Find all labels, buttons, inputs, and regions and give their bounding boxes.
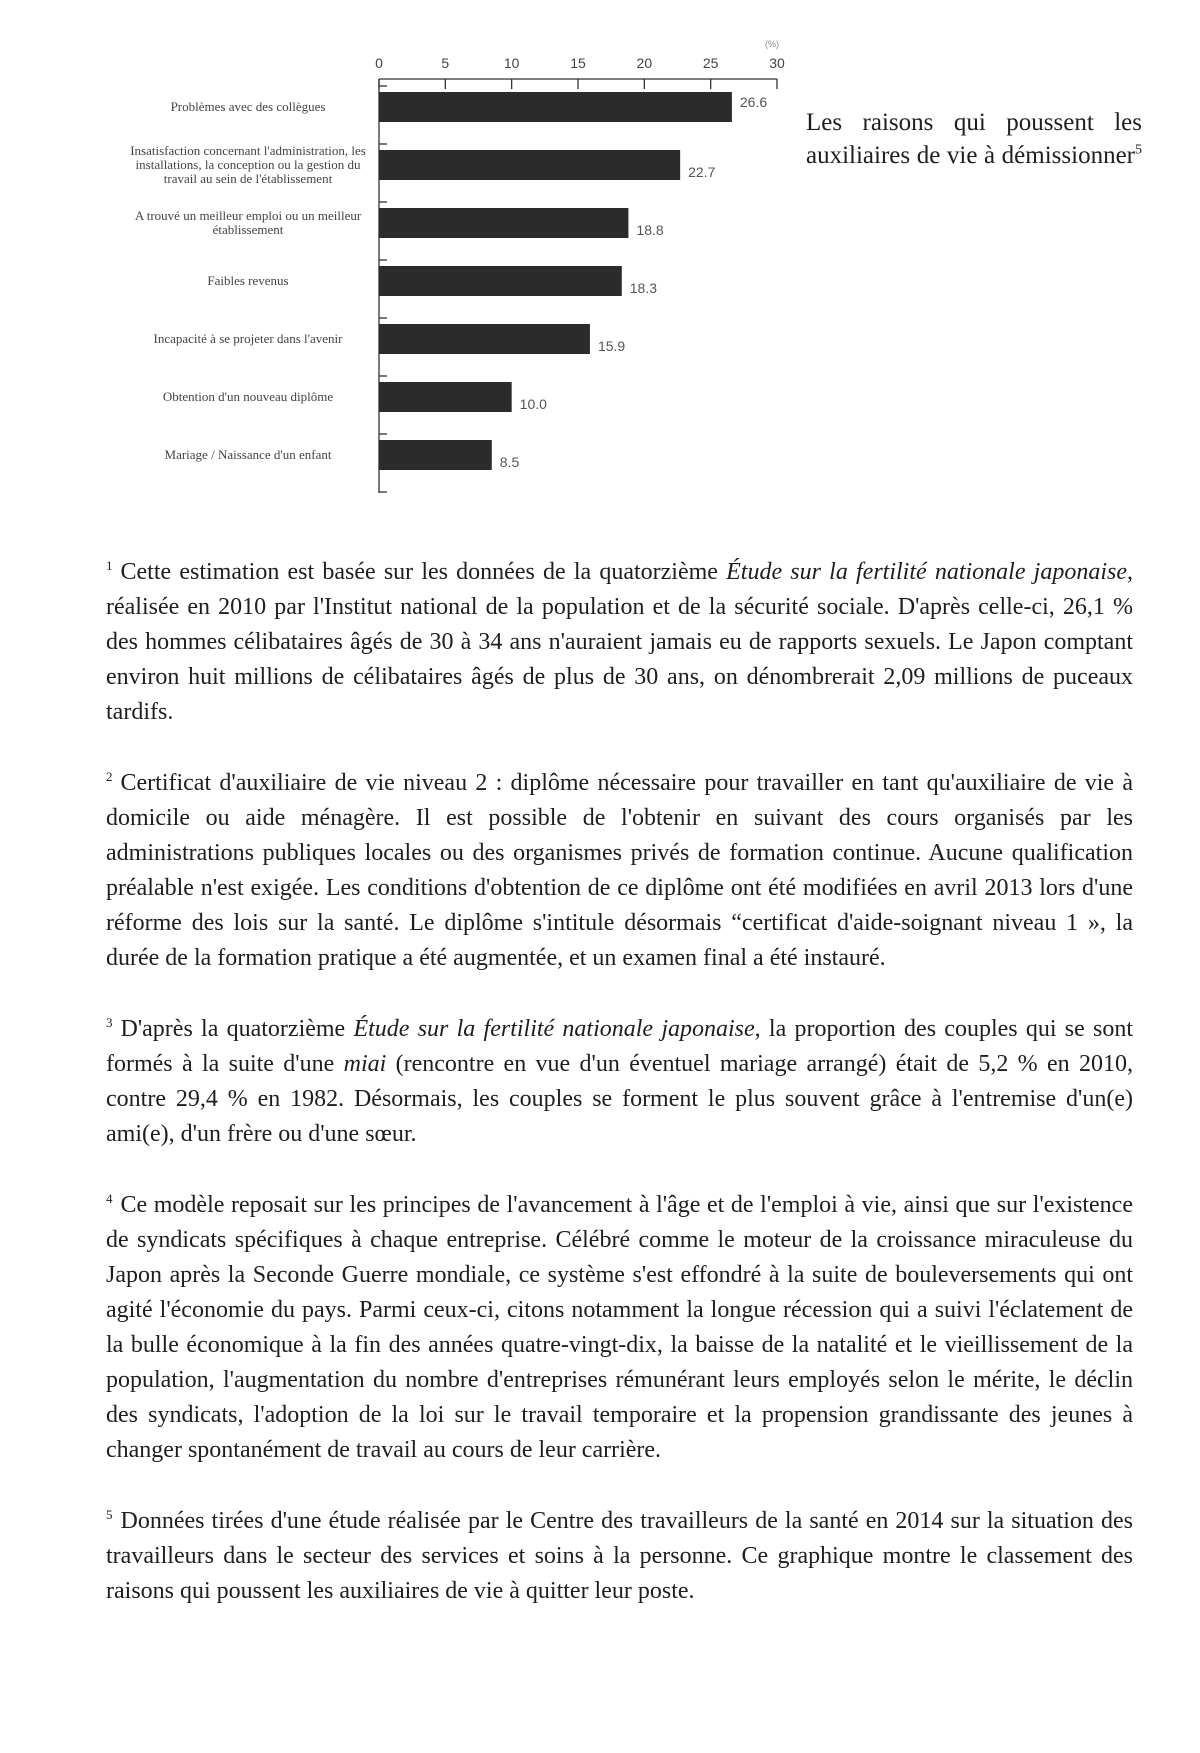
footnote-number: 3: [106, 1015, 113, 1030]
bar-value-label: 18.8: [636, 222, 664, 238]
category-label: Incapacité à se projeter dans l'avenir: [153, 331, 343, 346]
footnote-number: 2: [106, 769, 113, 784]
chart-title: [806, 106, 1142, 172]
axis-unit-label: (%): [765, 39, 779, 49]
bar-chart: [0, 0, 1200, 500]
footnote-text: , réalisée en 2010 par l'Institut national de la population et de la sécurité sociale. D'après celle-ci, 26,1 % des hommes célibataires âgés de 30 à 34 ans n'auraient jamais eu de rapports sexuels. Le Japon comptant environ huit millions de célibataires âgés de plus de 30 ans, on dénombrerait 2,09 millions de puceaux tardifs.: [106, 559, 1133, 725]
x-tick-label: 10: [503, 55, 520, 71]
bar-value-label: 10.0: [519, 396, 547, 412]
bar: [379, 266, 622, 296]
footnote: [106, 555, 1133, 730]
x-tick-label: 25: [702, 55, 719, 71]
category-label: Obtention d'un nouveau diplôme: [162, 389, 334, 404]
x-tick-label: 0: [375, 55, 383, 71]
footnote-text: Données tirées d'une étude réalisée par le Centre des travailleurs de la santé en 2014 sur la situation des travailleurs dans le secteur des services et soins à la personne. Ce graphique montre le classement des raisons qui poussent les auxiliaires de vie à quitter leur poste.: [106, 1508, 1133, 1604]
x-tick-label: 15: [570, 55, 586, 71]
bar: [379, 382, 512, 412]
bar-value-label: 26.6: [739, 94, 768, 110]
footnote-number: 5: [106, 1507, 113, 1522]
chart-title-note-ref: 5: [1135, 142, 1142, 158]
x-tick-label: 5: [441, 55, 450, 71]
footnote-text: Cette estimation est basée sur les données de la quatorzième: [120, 559, 727, 585]
footnote-number: 4: [106, 1191, 113, 1206]
category-label: Problèmes avec des collègues: [170, 99, 326, 114]
footnote-italic-text: miai: [343, 1051, 387, 1077]
bar-value-label: 15.9: [597, 338, 626, 354]
footnote: [106, 1188, 1133, 1468]
category-label: Mariage / Naissance d'un enfant: [164, 447, 332, 462]
bar-chart-svg: [0, 0, 1200, 500]
footnote: [106, 766, 1133, 976]
footnote-text: (rencontre en vue d'un éventuel mariage arrangé) était de 5,2 % en 2010, contre 29,4 % en 1982. Désormais, les couples se forment le plus souvent grâce à l'entremise d'un(e) ami(e), d'un frère ou d'une sœur.: [106, 1051, 1133, 1147]
footnote-italic-text: Étude sur la fertilité nationale japonaise: [726, 559, 1127, 585]
chart-title-text: Les raisons qui poussent les auxiliaires de vie à démissionner: [806, 109, 1142, 169]
footnote: [106, 1012, 1133, 1152]
bar-value-label: 22.7: [688, 164, 716, 180]
footnote-text: Ce modèle reposait sur les principes de l'avancement à l'âge et de l'emploi à vie, ainsi que sur l'existence de syndicats spécifiques à chaque entreprise. Célébré comme le moteur de la croissance miraculeuse du Japon après la Seconde Guerre mondiale, ce système s'est effondré à la suite de bouleversements qui ont agité l'économie du pays. Parmi ceux-ci, citons notamment la longue récession qui a suivi l'éclatement de la bulle économique à la fin des années quatre-vingt-dix, la baisse de la natalité et le vieillissement de la population, l'augmentation du nombre d'entreprises rémunérant leurs employés selon le mérite, le déclin des syndicats, l'adoption de la loi sur le travail temporaire et la propension grandissante des jeunes à changer spontanément de travail au cours de leur carrière.: [106, 1192, 1133, 1463]
category-label: A trouvé un meilleur emploi ou un meilleur établissement: [134, 208, 362, 237]
footnote-number: 1: [106, 558, 113, 573]
x-tick-label: 20: [636, 55, 653, 71]
bar: [379, 208, 628, 238]
footnote: [106, 1504, 1133, 1609]
footnote-text: Certificat d'auxiliaire de vie niveau 2 : diplôme nécessaire pour travailler en tant qu'auxiliaire de vie à domicile ou aide ménagère. Il est possible de l'obtenir en suivant des cours organisés par les administrations publiques locales ou des organismes privés de formation continue. Aucune qualification préalable n'est exigée. Les conditions d'obtention de ce diplôme ont été modifiées en avril 2013 lors d'une réforme des lois sur la santé. Le diplôme s'intitule désormais “certificat d'aide-soignant niveau 1 », la durée de la formation pratique a été augmentée, et un examen final a été instauré.: [106, 770, 1133, 971]
x-tick-label: 30: [769, 55, 785, 71]
footnote-text: , la proportion des couples qui se sont formés à la suite d'une: [106, 1016, 1134, 1077]
category-label: Faibles revenus: [207, 273, 289, 288]
footnote-text: D'après la quatorzième: [120, 1016, 354, 1042]
footnote-italic-text: Étude sur la fertilité nationale japonaise: [353, 1016, 755, 1042]
category-label: Insatisfaction concernant l'administration, les installations, la conception ou la gestion du travail au sein de l'établissement: [130, 143, 366, 186]
bar-value-label: 8.5: [499, 454, 520, 470]
bar: [379, 150, 680, 180]
footnotes: [106, 555, 1133, 1645]
bar-value-label: 18.3: [629, 280, 658, 296]
bar: [379, 324, 590, 354]
bar: [379, 440, 492, 470]
bar: [379, 92, 732, 122]
